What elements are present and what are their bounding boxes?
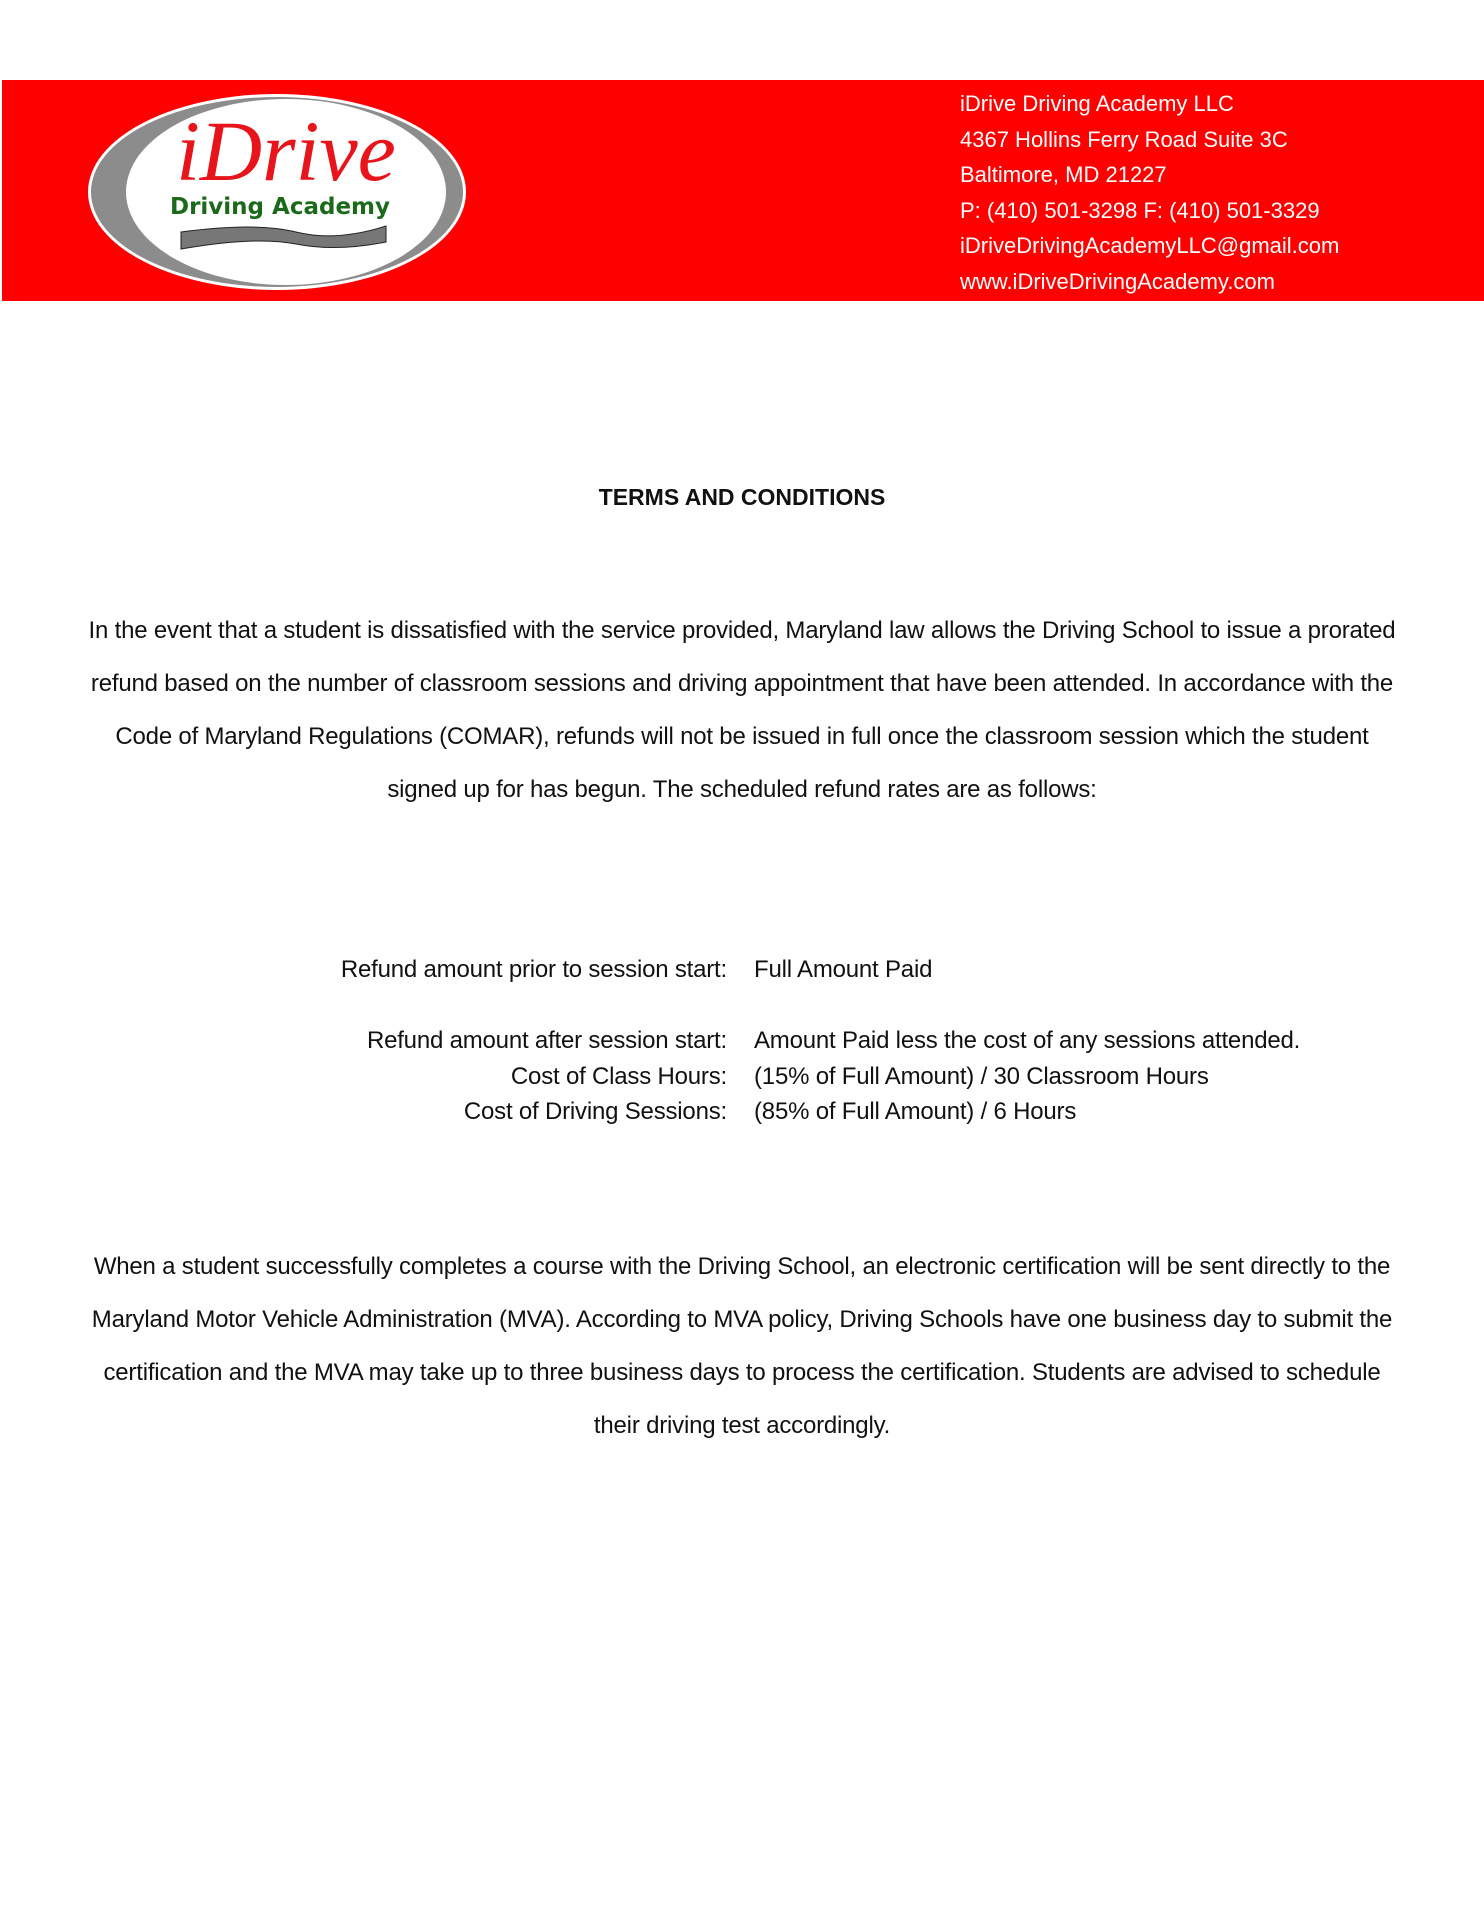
certification-paragraph: When a student successfully completes a course with the Driving School, an electronic certification will be sent directly to the Maryland Motor Vehicle Administration (MVA). According to MVA policy, Driving Schools have one business day to submit the certification and the MVA may take up to three business days to process the certification. Students are advised to schedule their driving test accordingly. — [91, 1253, 1393, 1439]
refund-value-after: Amount Paid less the cost of any sessions attended. — [754, 1027, 1301, 1054]
cost-class-hours-label: Cost of Class Hours: — [510, 1063, 727, 1090]
email: iDriveDrivingAcademyLLC@gmail.com — [960, 233, 1340, 258]
refund-label-after: Refund amount after session start: — [366, 1027, 727, 1054]
svg-text:iDrive: iDrive — [176, 103, 396, 199]
page-title: TERMS AND CONDITIONS — [598, 484, 886, 510]
website: www.iDriveDrivingAcademy.com — [960, 268, 1275, 294]
idrive-logo — [86, 92, 468, 292]
company-name: iDrive Driving Academy LLC — [960, 91, 1234, 116]
company-contact — [960, 86, 1339, 299]
cost-class-hours-value: (15% of Full Amount) / 30 Classroom Hours — [754, 1063, 1209, 1090]
refund-value-prior: Full Amount Paid — [754, 956, 933, 983]
svg-text:Driving Academy: Driving Academy — [169, 194, 391, 220]
cost-driving-label: Cost of Driving Sessions: — [463, 1098, 727, 1125]
refund-label-prior: Refund amount prior to session start: — [340, 956, 727, 983]
address-line2: Baltimore, MD 21227 — [960, 162, 1167, 187]
cost-driving-value: (85% of Full Amount) / 6 Hours — [754, 1098, 1077, 1125]
refund-paragraph: In the event that a student is dissatisfied with the service provided, Maryland law allows the Driving School to issue a prorated refund based on the number of classroom sessions and driving appointment that have been attended. In accordance with the Code of Maryland Regulations (COMAR), refunds will not be issued in full once the classroom session which the student signed up for has begun. The scheduled refund rates are as follows: — [88, 617, 1396, 803]
phone-fax: P: (410) 501-3298 F: (410) 501-3329 — [960, 197, 1320, 223]
address-line1: 4367 Hollins Ferry Road Suite 3C — [960, 126, 1288, 152]
